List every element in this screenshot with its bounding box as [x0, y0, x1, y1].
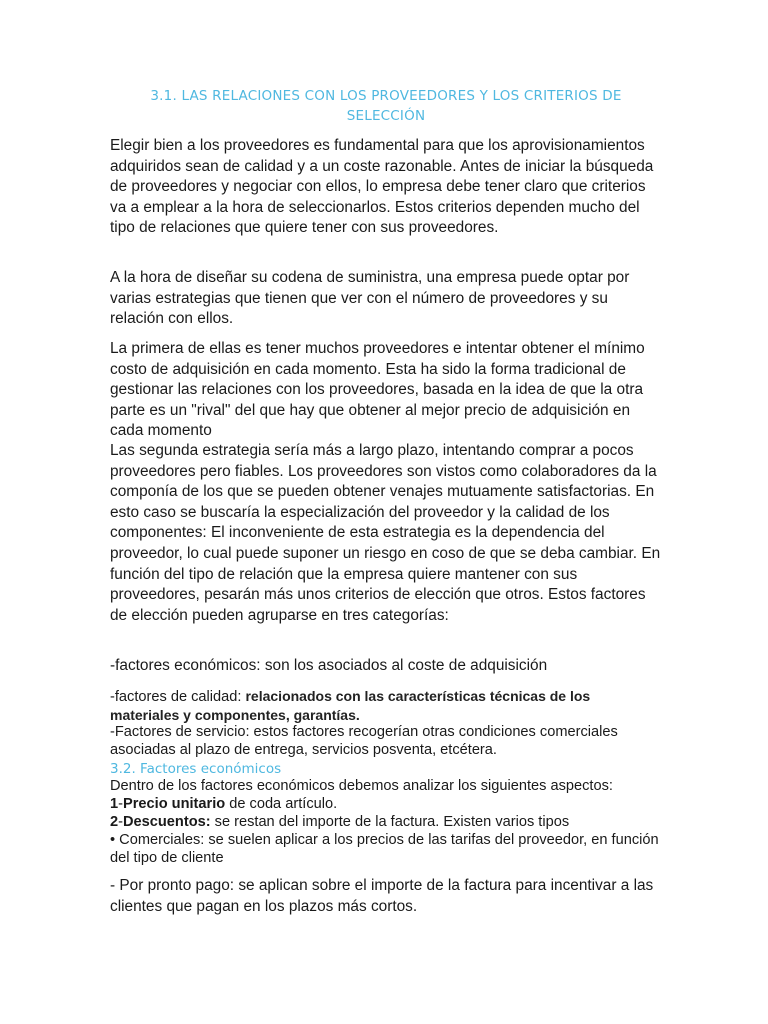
item-label: Precio unitario	[123, 796, 226, 812]
item-label: Descuentos:	[123, 814, 211, 830]
list-item-discounts: 2-Descuentos: se restan del importe de la factura. Existen varios tipos	[110, 814, 570, 830]
paragraph-first-strategy: La primera de ellas es tener muchos proveedores e intentar obtener el mínimo costo de adquisición en cada momento. Esta ha sido la forma tradicional de gestionar las relaciones con los proveedores, basada en la idea de que la otra parte es un "rival" del que hay que obtener al mejor precio de adquisición en cada momento	[110, 340, 645, 440]
factor-economic: -factores económicos: son los asociados al coste de adquisición	[110, 657, 548, 674]
bullet-commercial-discounts: • Comerciales: se suelen aplicar a los precios de las tarifas del proveedor, en función del tipo de cliente	[110, 832, 659, 866]
section-heading-line-2: SELECCIÓN	[346, 108, 426, 124]
item-number: 1	[110, 796, 119, 812]
section-heading-3-1	[110, 86, 662, 126]
item-text: de coda artículo.	[225, 796, 338, 812]
section-heading-line-1: 3.1. LAS RELACIONES CON LOS PROVEEDORES Y LOS CRITERIOS DE	[150, 88, 622, 104]
paragraph-second-strategy: Las segunda estrategia sería más a largo plazo, intentando comprar a pocos proveedores pero fiables. Los proveedores son vistos como colaboradores da la componía de los que se pueden obtener venajes mutuamente satisfactorias. En esto caso se buscaría la especialización del proveedor y la calidad de los componentes: El inconveniente de esta estrategia es la dependencia del proveedor, lo cual puede suponer un riesgo en coso de que se deba cambiar. En función del tipo de relación que la empresa quiere mantener con sus proveedores, pesarán más unos criterios de elección que otros. Estos factores de elección pueden agruparse en tres categorías:	[110, 442, 661, 624]
paragraph-strategies: A la hora de diseñar su codena de suministra, una empresa puede optar por varias estrategias que tienen que ver con el número de proveedores y su relación con ellos.	[110, 269, 630, 328]
section-heading-3-2: 3.2. Factores económicos	[110, 761, 282, 777]
factor-quality	[110, 687, 662, 725]
factor-service: -Factores de servicio: estos factores recogerían otras condiciones comerciales asociadas al plazo de entrega, servicios posventa, etcétera.	[110, 724, 618, 758]
factor-quality-detail: relacionados con las características técnicas de los materiales y componentes, garantías.	[110, 688, 591, 723]
item-number: 2	[110, 814, 119, 830]
paragraph-prompt-payment: - Por pronto pago: se aplican sobre el importe de la factura para incentivar a las clientes que pagan en los plazos más cortos.	[110, 877, 654, 915]
item-text: se restan del importe de la factura. Existen varios tipos	[210, 814, 570, 830]
paragraph-intro: Elegir bien a los proveedores es fundamental para que los aprovisionamientos adquiridos sean de calidad y a un coste razonable. Antes de iniciar la búsqueda de proveedores y negociar con ellos, lo empresa debe tener claro que criterios va a emplear a la hora de seleccionarlos. Estos criterios dependen mucho del tipo de relaciones que quiere tener con sus proveedores.	[110, 137, 654, 237]
economic-intro: Dentro de los factores económicos debemos analizar los siguientes aspectos:	[110, 778, 613, 794]
list-item-unit-price: 1-Precio unitario de coda artículo.	[110, 796, 338, 812]
factor-quality-lead: -factores de calidad:	[110, 689, 242, 705]
